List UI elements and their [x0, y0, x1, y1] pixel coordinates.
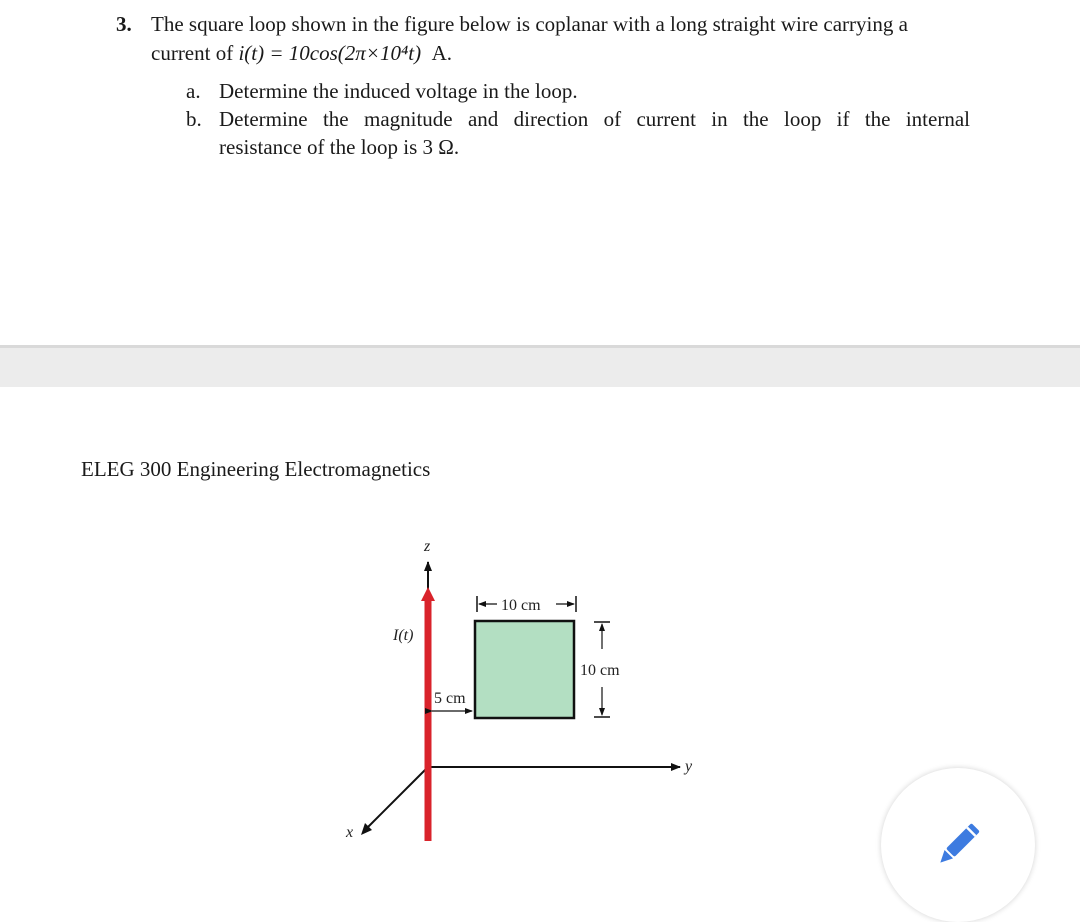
height-dimension-label: 10 cm	[580, 662, 620, 679]
current-direction-arrow	[421, 587, 435, 601]
course-title: ELEG 300 Engineering Electromagnetics	[81, 457, 431, 481]
current-prefix: current of	[151, 41, 234, 65]
pencil-icon	[929, 816, 987, 874]
current-unit: A.	[431, 41, 453, 65]
problem-statement-line1: The square loop shown in the figure below is coplanar with a long straight wire carrying a	[151, 12, 908, 36]
part-a-text: Determine the induced voltage in the loop.	[219, 79, 578, 103]
page-separator	[0, 345, 1080, 387]
current-label: I(t)	[393, 627, 414, 644]
x-axis	[368, 767, 428, 827]
problem-number: 3.	[116, 12, 132, 36]
x-axis-label: x	[346, 824, 354, 841]
edit-button[interactable]	[881, 768, 1035, 922]
y-axis-label: y	[685, 758, 693, 775]
current-equation: i(t) = 10cos(2π×10⁴t)	[238, 41, 422, 65]
width-dimension-label: 10 cm	[501, 597, 541, 614]
part-b-text-line1: Determine the magnitude and direction of current in the loop if the internal	[219, 107, 970, 131]
gap-dimension-label: 5 cm	[434, 690, 466, 707]
problem-statement-line2	[151, 41, 452, 66]
current-wire	[425, 599, 432, 841]
part-b-label: b.	[186, 107, 202, 131]
part-a-label: a.	[186, 79, 201, 103]
square-loop	[475, 621, 574, 718]
z-axis-label: z	[424, 538, 431, 555]
document-page-1	[0, 0, 1080, 345]
part-b-text-line2: resistance of the loop is 3 Ω.	[219, 135, 460, 159]
